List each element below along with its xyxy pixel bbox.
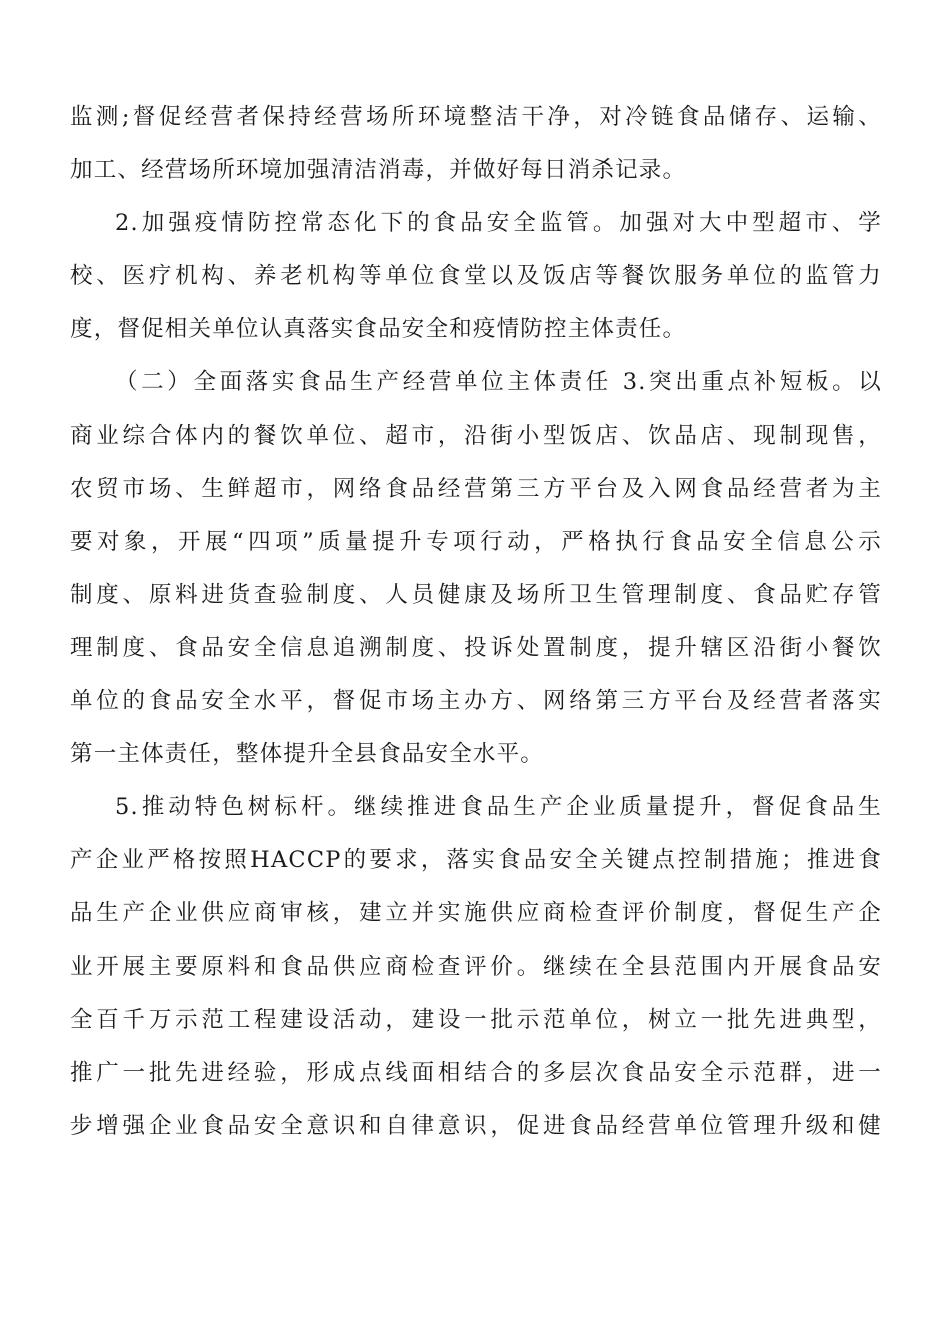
text-line: （二）全面落实食品生产经营单位主体责任 3.突出重点补短板。以	[115, 369, 882, 396]
text-line: 理制度、食品安全信息追溯制度、投诉处置制度，提升辖区沿街小餐饮	[70, 634, 882, 661]
text-line: 商业综合体内的餐饮单位、超市，沿街小型饭店、饮品店、现制现售，	[70, 422, 882, 449]
text-line: 产企业严格按照HACCP的要求，落实食品安全关键点控制措施；推进食	[70, 847, 882, 874]
text-line: 业开展主要原料和食品供应商检查评价。继续在全县范围内开展食品安	[70, 953, 882, 980]
text-line: 制度、原料进货查验制度、人员健康及场所卫生管理制度、食品贮存管	[70, 581, 882, 608]
text-line: 单位的食品安全水平，督促市场主办方、网络第三方平台及经营者落实	[70, 688, 882, 715]
text-line: 度，督促相关单位认真落实食品安全和疫情防控主体责任。	[70, 316, 687, 343]
text-line: 2.加强疫情防控常态化下的食品安全监管。加强对大中型超市、学	[115, 210, 882, 237]
text-line: 5.推动特色树标杆。继续推进食品生产企业质量提升，督促食品生	[115, 794, 882, 821]
text-line: 第一主体责任，整体提升全县食品安全水平。	[70, 741, 545, 768]
text-line: 品生产企业供应商审核，建立并实施供应商检查评价制度，督促生产企	[70, 900, 882, 927]
body-text	[70, 91, 882, 1153]
text-line: 全百千万示范工程建设活动，建设一批示范单位，树立一批先进典型，	[70, 1006, 882, 1033]
text-line: 要对象，开展“四项”质量提升专项行动，严格执行食品安全信息公示	[70, 528, 882, 555]
text-line: 监测;督促经营者保持经营场所环境整洁干净，对冷链食品储存、运输、	[70, 104, 882, 130]
text-line: 推广一批先进经验，形成点线面相结合的多层次食品安全示范群，进一	[70, 1059, 882, 1086]
text-line: 农贸市场、生鲜超市，网络食品经营第三方平台及入网食品经营者为主	[70, 475, 882, 502]
text-line: 加工、经营场所环境加强清洁消毒，并做好每日消杀记录。	[70, 157, 687, 184]
text-line: 步增强企业食品安全意识和自律意识，促进食品经营单位管理升级和健	[70, 1112, 882, 1139]
text-line: 校、医疗机构、养老机构等单位食堂以及饭店等餐饮服务单位的监管力	[70, 263, 882, 290]
